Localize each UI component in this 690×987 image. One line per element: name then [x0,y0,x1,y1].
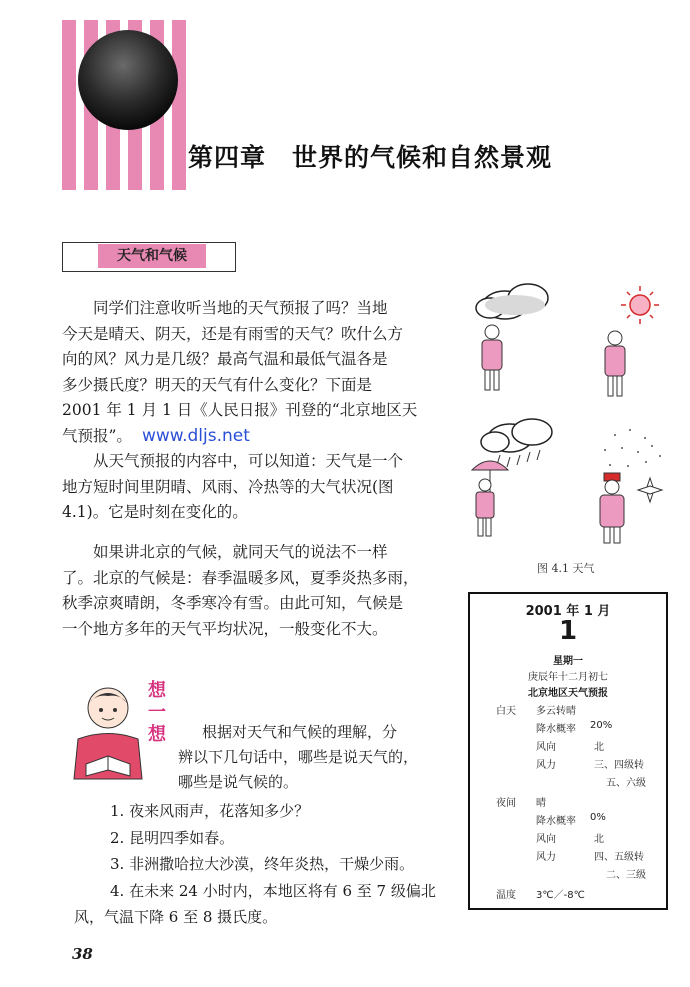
day-wind-2: 五、六级 [606,778,646,789]
weather-illustration [470,280,680,555]
intro-line: 向的风？风力是几级？最高气温和最低气温各是 [62,350,388,368]
think-prompt-line: 哪些是说气候的。 [178,773,299,791]
sun-icon [621,286,659,324]
think-label [148,680,166,746]
think-item: 4. 在未来 24 小时内，本地区将有 6 至 7 级偏北 [110,882,436,900]
intro-line: 同学们注意收听当地的天气预报了吗？当地 [93,299,388,317]
night-rain: 0% [590,812,606,823]
night-weather: 晴 [536,798,546,809]
intro-line: 气预报”。 [62,426,132,445]
forecast-date: 2001 年 1 月 [525,604,611,619]
cloud-icon [476,284,548,319]
think-char: 想 [148,680,166,701]
night-wind-dir-label: 风向 [536,834,556,845]
weather-line: 4.1)。它是时刻在变化的。 [62,503,248,521]
night-wind-2: 二、三级 [606,870,646,881]
header-stripe-6 [172,20,186,190]
forecast-box [468,592,668,910]
umbrella-person-icon [472,461,508,536]
intro-paragraph [62,296,462,449]
watermark-link[interactable]: www.dljs.net [141,425,250,446]
weather-line: 从天气预报的内容中，可以知道：天气是一个 [93,452,404,470]
person-icon [482,325,502,390]
day-rain: 20% [590,720,613,731]
think-item: 1. 夜来风雨声，花落知多少？ [110,802,310,820]
climate-line: 了。北京的气候是：春季温暖多风，夏季炎热多雨， [62,568,419,587]
night-wind-dir: 北 [594,834,604,845]
snow-icon [604,429,661,467]
section-tab-label: 天气和气候 [98,244,206,268]
night-wind-1: 四、五级转 [594,852,644,863]
chapter-name: 世界的气候和自然景观 [292,143,553,172]
winter-person-icon [600,473,624,543]
student-reading-illustration [66,684,150,784]
rain-cloud-icon [481,419,552,467]
think-char: 想 [148,724,166,745]
section-tab [62,242,236,274]
forecast-weekday: 星期一 [553,656,583,667]
page-number: 38 [72,945,93,963]
day-wind-dir-label: 风向 [536,742,556,753]
weather-line: 地方短时间里阴晴、风雨、冷热等的大气状况(图 [62,477,394,496]
day-wind-1: 三、四级转 [594,760,644,771]
night-rain-label: 降水概率 [536,816,576,827]
think-item: 2. 昆明四季如春。 [110,829,235,847]
forecast-title: 北京地区天气预报 [528,688,608,699]
think-item: 3. 非洲撒哈拉大沙漠，终年炎热，干燥少雨。 [110,855,415,873]
temp-label: 温度 [496,890,516,901]
figure-caption: 图 4.1 天气 [537,562,595,575]
think-prompt-line: 辨以下几句话中，哪些是说天气的， [178,748,419,766]
climate-line: 一个地方多年的天气平均状况，一般变化不大。 [62,619,388,638]
chapter-number: 第四章 [188,143,267,172]
climate-paragraph [62,540,462,642]
climate-line: 秋季凉爽晴朗，冬季寒冷有雪。由此可知，气候是 [62,594,404,612]
forecast-lunar: 庚辰年十二月初七 [528,672,608,683]
day-wind-label: 风力 [536,760,556,771]
intro-line: 今天是晴天、阴天，还是有雨雪的天气？吹什么方 [62,324,404,343]
intro-line: 2001 年 1 月 1 日《人民日报》刊登的“北京地区天 [62,401,418,419]
day-label: 白天 [496,706,516,717]
day-weather: 多云转晴 [536,706,576,717]
compass-icon [638,478,662,502]
climate-line: 如果讲北京的气候，就同天气的说法不一样 [93,543,388,561]
think-item-continued: 风，气温下降 6 至 8 摄氏度。 [74,908,278,926]
day-wind-dir: 北 [594,742,604,753]
night-label: 夜间 [496,798,516,809]
chapter-title [188,138,552,174]
weather-paragraph [62,449,462,526]
forecast-day: 1 [558,616,578,646]
think-char: 一 [148,702,166,723]
think-prompt-line: 根据对天气和气候的理解，分 [202,723,398,741]
globe-icon [78,30,178,130]
night-wind-label: 风力 [536,852,556,863]
intro-line: 多少摄氏度？明天的天气有什么变化？下面是 [62,375,373,394]
day-rain-label: 降水概率 [536,724,576,735]
person-icon [605,331,625,396]
temp-value: 3℃／-8℃ [536,890,585,901]
header-stripe-1 [62,20,76,190]
